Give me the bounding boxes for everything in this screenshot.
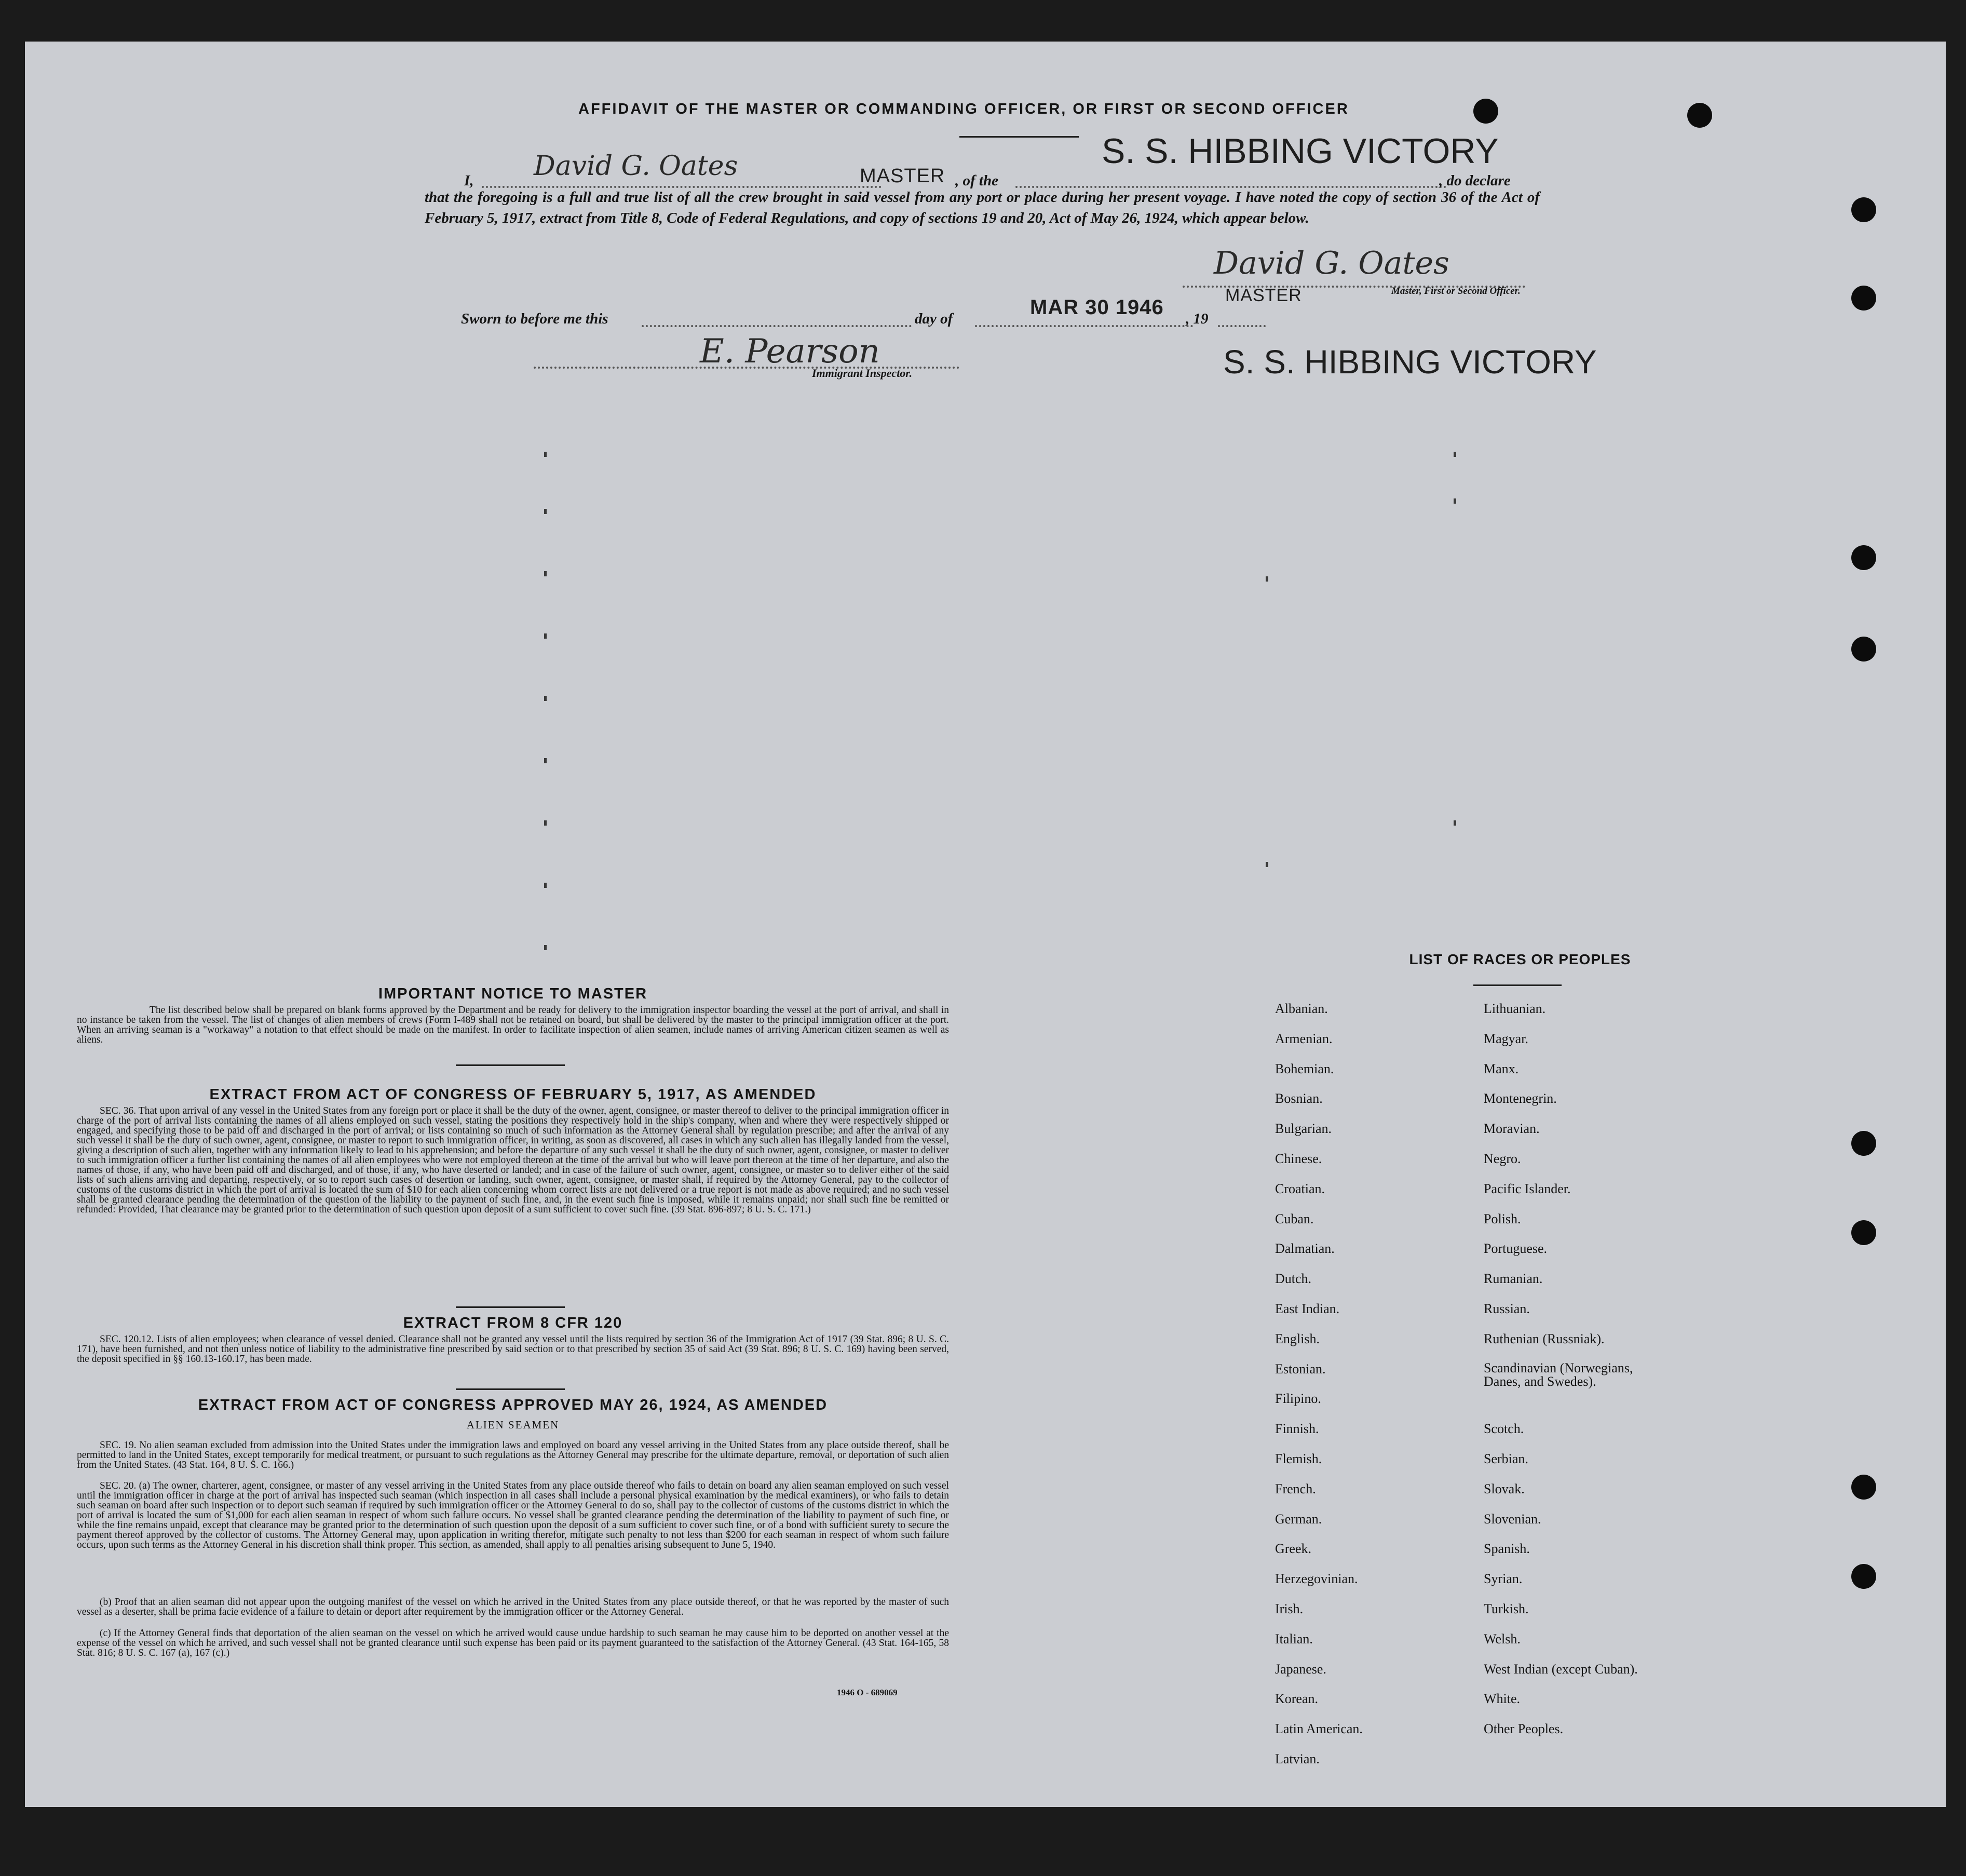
race-item: Latin American. xyxy=(1275,1721,1363,1737)
race-item: Latvian. xyxy=(1275,1751,1320,1766)
races-heading: LIST OF RACES OR PEOPLES xyxy=(1409,951,1631,967)
race-item: Syrian. xyxy=(1484,1571,1523,1587)
extract-1917-rule xyxy=(456,1306,565,1308)
punch-hole xyxy=(1851,1475,1876,1500)
column-tick xyxy=(544,633,547,639)
race-item: West Indian (except Cuban). xyxy=(1484,1661,1638,1677)
rank-stamp: MASTER xyxy=(860,165,945,187)
column-tick xyxy=(544,509,547,514)
column-tick xyxy=(1266,576,1268,582)
race-item: Croatian. xyxy=(1275,1181,1325,1196)
race-item: Lithuanian. xyxy=(1484,1001,1546,1016)
race-item: German. xyxy=(1275,1511,1322,1527)
column-tick xyxy=(544,945,547,950)
race-item: Polish. xyxy=(1484,1211,1521,1226)
punch-hole xyxy=(1851,545,1876,570)
vessel-stamp: S. S. HIBBING VICTORY xyxy=(1223,343,1597,381)
extract-1917-heading: EXTRACT FROM ACT OF CONGRESS OF FEBRUARY 5, 1917, AS AMENDED xyxy=(209,1086,817,1103)
master-stamp: MASTER xyxy=(1225,286,1302,305)
column-tick xyxy=(1454,820,1456,826)
race-item: Chinese. xyxy=(1275,1151,1322,1166)
extract-1924-sec19: SEC. 19. No alien seaman excluded from admission into the United States under the immigration laws and employed on board any vessel arriving in the United States from any place outside thereof, shall be permitted to land in the United States, except temporarily for medical treatment, or pursuant to such regulations as the Attorney General may prescribe for the ultimate departure, removal, or deportation of such alien from the United States. (43 Stat. 164, 8 U. S. C. 166.) xyxy=(77,1440,949,1470)
race-item: East Indian. xyxy=(1275,1301,1340,1316)
race-item: Dutch. xyxy=(1275,1271,1312,1287)
master-caption: Master, First or Second Officer. xyxy=(1391,286,1521,296)
date-stamp: MAR 30 1946 xyxy=(1030,296,1164,319)
extract-1924-sec20c: (c) If the Attorney General finds that deportation of the alien seaman on the vessel on which he arrived would cause undue hardship to such seaman he may cause him to be deported on another vessel at the expense of the vessel on which he arrived, and such vessel shall not be granted clearance until such expense has been paid or its payment guaranteed to the satisfaction of the Attorney General. (43 Stat. 164-165, 58 Stat. 816; 8 U. S. C. 167 (a), 167 (c).) xyxy=(77,1628,949,1658)
notice-heading: IMPORTANT NOTICE TO MASTER xyxy=(378,986,648,1002)
year-blank xyxy=(1218,325,1266,327)
sworn-day-blank xyxy=(642,325,912,327)
column-tick xyxy=(544,571,547,576)
column-tick xyxy=(544,452,547,457)
column-tick xyxy=(1454,452,1456,457)
punch-hole xyxy=(1851,637,1876,662)
race-item: Russian. xyxy=(1484,1301,1530,1316)
race-item: Armenian. xyxy=(1275,1031,1333,1046)
cfr-body: SEC. 120.12. Lists of alien employees; when clearance of vessel denied. Clearance shall not be granted any vessel until the lists required by section 36 of the Immigration Act of 1917 (39 Stat. 896; 8 U. S. C. 171), have been furnished, and not then unless notice of liability to the administrative fine prescribed by said section or to that prescribed by section 35 of said Act (39 Stat. 896; 8 U. S. C. 169) having been served, the deposit specified in §§ 160.13-160.17, has been made. xyxy=(77,1334,949,1365)
race-item: Dalmatian. xyxy=(1275,1241,1335,1257)
punch-hole xyxy=(1851,286,1876,311)
extract-1924-heading: EXTRACT FROM ACT OF CONGRESS APPROVED MAY 26, 1924, AS AMENDED xyxy=(198,1397,828,1413)
punch-hole xyxy=(1687,103,1712,128)
column-tick xyxy=(1454,498,1456,504)
race-item: White. xyxy=(1484,1691,1521,1707)
race-item: Japanese. xyxy=(1275,1661,1326,1677)
race-item: Bosnian. xyxy=(1275,1091,1323,1106)
race-item: Magyar. xyxy=(1484,1031,1528,1046)
punch-hole xyxy=(1851,197,1876,222)
column-tick xyxy=(544,883,547,888)
race-item: Spanish. xyxy=(1484,1541,1530,1557)
race-item: Irish. xyxy=(1275,1601,1304,1616)
race-item: Portuguese. xyxy=(1484,1241,1548,1257)
master-signature: David G. Oates xyxy=(1214,245,1449,281)
notice-rule xyxy=(456,1064,565,1066)
extract-1924-sec20b: (b) Proof that an alien seaman did not appear upon the outgoing manifest of the vessel on which he arrived in the United States from any place outside thereof, or that he was reported by the master of such vessel as a deserter, shall be prima facie evidence of a failure to detain or deport after requirement by the immigration officer or the Attorney General. xyxy=(77,1597,949,1617)
race-item: Scandinavian (Norwegians, Danes, and Swedes). xyxy=(1484,1360,1633,1389)
sworn-label: Sworn to before me this xyxy=(461,311,608,327)
race-item: Serbian. xyxy=(1484,1451,1528,1466)
affidavit-title: AFFIDAVIT OF THE MASTER OR COMMANDING OFFICER, OR FIRST OR SECOND OFFICER xyxy=(578,101,1349,117)
race-item: Estonian. xyxy=(1275,1361,1326,1376)
column-tick xyxy=(544,696,547,701)
race-item: Slovak. xyxy=(1484,1481,1525,1496)
race-item: Italian. xyxy=(1275,1631,1313,1646)
race-item: Negro. xyxy=(1484,1151,1521,1166)
cfr-heading: EXTRACT FROM 8 CFR 120 xyxy=(403,1315,623,1331)
race-item: Filipino. xyxy=(1275,1391,1321,1407)
column-tick xyxy=(1266,862,1268,867)
extract-1917-body: SEC. 36. That upon arrival of any vessel in the United States from any foreign port or place it shall be the duty of the owner, agent, consignee, or master thereof to deliver to the principal immigration officer in charge of the port of arrival lists containing the names of all aliens employed on such vessel, stating the positions they respectively hold in the ship's company, when and where they were respectively shipped or engaged, and specifying those to be paid off and discharged in the port of arrival; or lists containing so much of such information as the Attorney General shall by regulation prescribe; and after the arrival of any such vessel it shall be the duty of such owner, agent, consignee, or master to report to such immigration officer, in writing, as soon as discovered, all cases in which any such alien has illegally landed from the vessel, giving a description of such alien, together with any information likely to lead to his apprehension; and before the departure of any such vessel it shall be the duty of such owner, agent, consignee, or master to deliver to such immigration officer a further list containing the names of all alien employees who were not employed thereon at the time of the arrival but who will leave port thereon at the time of her departure, and also the names of those, if any, who have been paid off and discharged, and of those, if any, who have deserted or landed; and in case of the failure of such owner, agent, consignee, or master so to deliver either of the said lists of such aliens arriving and departing, respectively, or so to report such cases of desertion or landing, such owner, agent, consignee, or master shall, if required by the Attorney General, pay to the collector of customs of the customs district in which the port of arrival is located the sum of $10 for each alien concerning whom correct lists are not delivered or a true report is not made as above required; and no such vessel shall be granted clearance pending the determination of the question of the liability to the payment of such fine, and, in the event such fine is imposed, while it remains unpaid; nor shall such fine be remitted or refunded: Provided, That clearance may be granted prior to the determination of such question upon deposit of a sum sufficient to cover such fine. (39 Stat. 896-897; 8 U. S. C. 171.) xyxy=(77,1105,949,1215)
of-the-label: , of the xyxy=(955,172,998,189)
race-item: Rumanian. xyxy=(1484,1271,1543,1287)
race-item: Scotch. xyxy=(1484,1421,1524,1437)
race-item: Finnish. xyxy=(1275,1421,1319,1437)
day-of-label: day of xyxy=(915,311,953,327)
notice-body: The list described below shall be prepared on blank forms approved by the Department and be ready for delivery to the immigration inspector boarding the vessel at the port of arrival, and shall in no instance be taken from the vessel. The list of changes of alien members of crews (Form I-489 shall not be retained on board, but shall be delivered by the master to the principal immigration officer at the port. When an arriving seaman is a "workaway" a notation to that effect should be made on the manifest. In order to facilitate inspection of alien seamen, include names of arriving American citizen seamen as well as aliens. xyxy=(77,1005,949,1045)
do-declare-label: , do declare xyxy=(1439,172,1511,189)
race-item: Bohemian. xyxy=(1275,1061,1334,1076)
inspector-signature: E. Pearson xyxy=(700,332,880,371)
column-tick xyxy=(544,820,547,826)
race-item: Moravian. xyxy=(1484,1121,1540,1137)
inspector-caption: Immigrant Inspector. xyxy=(812,367,913,380)
signatory-name: David G. Oates xyxy=(534,151,738,182)
race-item: Herzegovinian. xyxy=(1275,1571,1358,1587)
race-item: Korean. xyxy=(1275,1691,1319,1707)
i-label: I, xyxy=(464,172,474,189)
title-rule xyxy=(959,136,1079,138)
year-prefix: , 19 xyxy=(1186,311,1209,327)
declaration-text: that the foregoing is a full and true list of all the crew brought in said vessel from any port or place during her present voyage. I have noted the copy of section 36 of the Act of February 5, 1917, extract from Title 8, Code of Federal Regulations, and copy of sections 19 and 20, Act of May 26, 1924, which appear below. xyxy=(425,189,1540,226)
punch-hole xyxy=(1851,1564,1876,1589)
race-item: Manx. xyxy=(1484,1061,1519,1076)
race-item: Albanian. xyxy=(1275,1001,1328,1016)
race-item: Welsh. xyxy=(1484,1631,1521,1646)
race-item: Ruthenian (Russniak). xyxy=(1484,1331,1605,1346)
punch-hole xyxy=(1851,1131,1876,1156)
punch-hole xyxy=(1473,99,1498,124)
race-item: English. xyxy=(1275,1331,1320,1346)
race-item: Turkish. xyxy=(1484,1601,1529,1616)
print-code: 1946 O - 689069 xyxy=(837,1688,898,1697)
race-item: Slovenian. xyxy=(1484,1511,1541,1527)
punch-hole xyxy=(1851,1220,1876,1245)
race-item: Montenegrin. xyxy=(1484,1091,1557,1106)
race-item: Pacific Islander. xyxy=(1484,1181,1571,1196)
races-rule xyxy=(1473,984,1562,986)
extract-1924-sec20a: SEC. 20. (a) The owner, charterer, agent, consignee, or master of any vessel arriving in the United States from any place outside thereof who fails to detain on board any alien seaman employed on such vessel until the immigration officer in charge at the port of arrival has inspected such seaman (which inspection in all cases shall include a personal physical examination by the medical examiners), or who fails to detain such seaman on board after such inspection or to deport such seaman if required by such immigration officer or the Attorney General to do so, shall pay to the collector of customs of the customs district in which the port of arrival is located the sum of $1,000 for each alien seaman in respect of whom such failure occurs. No vessel shall be granted clearance pending the determination of the liability to payment of such fine, or while the fine remains unpaid, except that clearance may be granted prior to the determination of such question upon the deposit of a sum sufficient to cover such fine, or of a bond with sufficient surety to secure the payment thereof approved by the collector of customs. The Attorney General may, upon application in writing therefor, mitigate such penalty to not less than $200 for each seaman in respect of whom such failure occurs, upon such terms as the Attorney General in his discretion shall think proper. This section, as amended, shall apply to all penalties arising subsequent to June 5, 1940. xyxy=(77,1480,949,1550)
extract-1924-subheading: ALIEN SEAMEN xyxy=(466,1419,560,1431)
race-item: French. xyxy=(1275,1481,1316,1496)
cfr-rule xyxy=(456,1388,565,1390)
race-item: Flemish. xyxy=(1275,1451,1322,1466)
month-blank xyxy=(975,325,1193,327)
race-item: Greek. xyxy=(1275,1541,1312,1557)
race-item: Other Peoples. xyxy=(1484,1721,1564,1737)
column-tick xyxy=(544,758,547,763)
race-item: Bulgarian. xyxy=(1275,1121,1332,1137)
race-item: Cuban. xyxy=(1275,1211,1314,1226)
vessel-name-typed: S. S. HIBBING VICTORY xyxy=(1102,131,1499,171)
form-sheet xyxy=(25,42,1946,1807)
